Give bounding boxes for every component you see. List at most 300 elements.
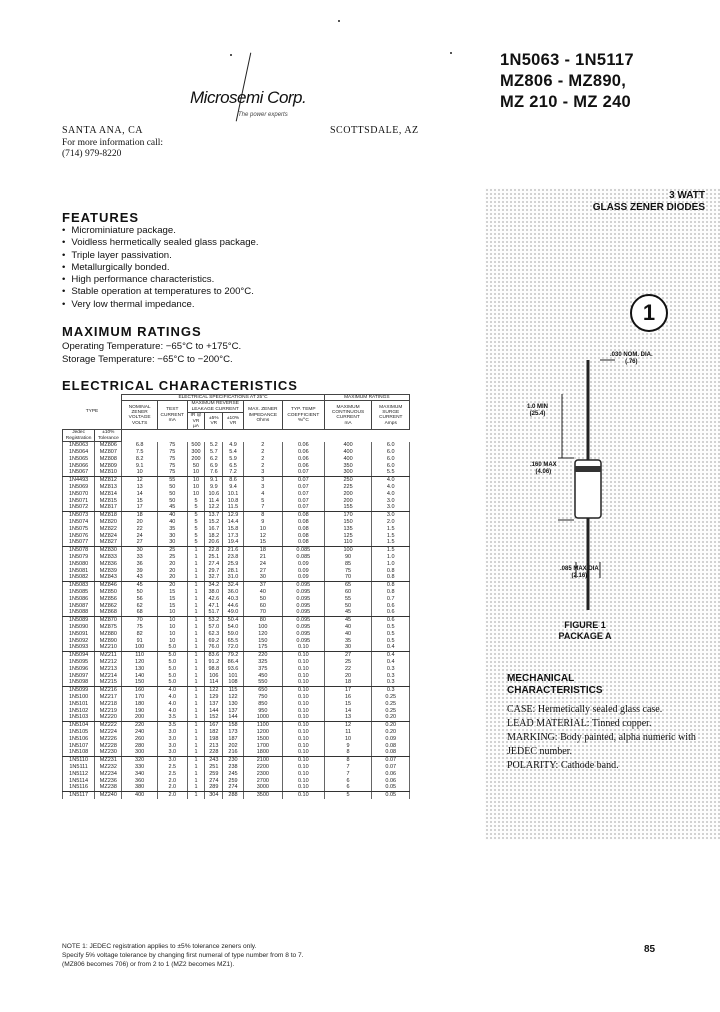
table-cell: 5.0	[157, 679, 187, 686]
table-cell: 2	[243, 463, 282, 470]
table-cell: 0.08	[283, 539, 325, 546]
table-cell: 1N5111	[63, 764, 95, 771]
col-zz: MAX. ZENER IMPEDANCE Ohms	[243, 401, 282, 430]
table-cell: 180	[122, 701, 157, 708]
table-cell: 0.06	[372, 778, 410, 785]
table-cell: 200	[324, 491, 372, 498]
table-cell: 1N5095	[63, 659, 95, 666]
table-cell: MZ232	[95, 764, 122, 771]
table-cell: 15	[324, 701, 372, 708]
table-cell: 108	[223, 679, 243, 686]
table-cell: 75	[122, 624, 157, 631]
table-cell: 32.7	[205, 574, 223, 581]
table-cell: 38.0	[205, 589, 223, 596]
table-cell: 0.095	[283, 596, 325, 603]
table-row	[63, 554, 410, 561]
table-cell: 91	[122, 638, 157, 645]
table-cell: 288	[223, 792, 243, 799]
table-cell: 45	[122, 582, 157, 589]
features-heading: FEATURES	[62, 210, 140, 225]
table-cell: MZ862	[95, 603, 122, 610]
table-cell: 12.9	[223, 512, 243, 519]
table-cell: 10	[187, 491, 205, 498]
table-cell: 5	[187, 504, 205, 511]
table-cell: 0.20	[372, 714, 410, 721]
table-cell: 200	[324, 498, 372, 505]
table-cell: 6.8	[122, 442, 157, 449]
table-row	[63, 456, 410, 463]
table-cell: 55	[324, 596, 372, 603]
table-cell: 1	[187, 743, 205, 750]
table-cell: 0.095	[283, 609, 325, 616]
table-cell: 12.2	[205, 504, 223, 511]
contact-info	[62, 138, 163, 160]
note-line: (MZ806 becomes 706) or from 2 to 1 (MZ2 becomes MZ1).	[62, 961, 235, 968]
table-cell: 0.8	[372, 568, 410, 575]
table-cell: 225	[324, 484, 372, 491]
table-cell: 7	[243, 504, 282, 511]
product-title	[495, 190, 705, 214]
table-cell: 1N5098	[63, 679, 95, 686]
table-cell: 5.5	[372, 469, 410, 476]
table-cell: 55	[157, 477, 187, 484]
table-cell: 450	[243, 673, 282, 680]
table-cell: 10.6	[205, 491, 223, 498]
table-cell: 50	[157, 484, 187, 491]
table-cell: 21	[243, 554, 282, 561]
electrical-table-body	[63, 442, 410, 799]
table-cell: 198	[205, 736, 223, 743]
table-cell: 1	[187, 666, 205, 673]
table-cell: 0.09	[283, 561, 325, 568]
mechanical-heading: MECHANICAL CHARACTERISTICS	[507, 673, 603, 696]
table-cell: 1N5107	[63, 743, 95, 750]
table-cell: 10.1	[223, 491, 243, 498]
table-cell: 0.3	[372, 679, 410, 686]
table-cell: 238	[223, 764, 243, 771]
table-cell: 9.1	[205, 477, 223, 484]
table-cell: 1N5096	[63, 666, 95, 673]
table-cell: 1N5093	[63, 644, 95, 651]
table-cell: 13.7	[205, 512, 223, 519]
table-cell: 27	[324, 652, 372, 659]
table-cell: 5.0	[157, 673, 187, 680]
table-cell: 30	[324, 644, 372, 651]
table-cell: 16	[324, 694, 372, 701]
table-cell: 101	[223, 673, 243, 680]
table-cell: 100	[324, 547, 372, 554]
table-cell: 27.4	[205, 561, 223, 568]
table-cell: 110	[324, 539, 372, 546]
table-cell: 2.0	[157, 792, 187, 799]
table-cell: 1N5091	[63, 631, 95, 638]
table-cell: 28.1	[223, 568, 243, 575]
table-cell: 53.2	[205, 617, 223, 624]
table-cell: 3.0	[157, 749, 187, 756]
company-logo: Microsemi Corp.	[190, 88, 307, 107]
table-row	[63, 652, 410, 659]
table-cell: 15	[157, 589, 187, 596]
table-cell: 0.10	[283, 652, 325, 659]
table-cell: 1N5066	[63, 463, 95, 470]
table-cell: 1	[187, 673, 205, 680]
location-scottsdale: SCOTTSDALE, AZ	[330, 125, 419, 136]
table-cell: 0.10	[283, 771, 325, 778]
table-cell: 0.10	[283, 722, 325, 729]
table-cell: MZ212	[95, 659, 122, 666]
table-cell: 0.08	[283, 526, 325, 533]
table-cell: 130	[122, 666, 157, 673]
table-cell: 14	[324, 708, 372, 715]
table-cell: 4.0	[157, 687, 187, 694]
table-cell: 1N5108	[63, 749, 95, 756]
table-cell: 0.08	[283, 519, 325, 526]
table-row	[63, 694, 410, 701]
table-cell: 380	[122, 784, 157, 791]
table-cell: 2	[243, 442, 282, 449]
table-cell: 1	[187, 644, 205, 651]
table-cell: 325	[243, 659, 282, 666]
table-cell: 1	[187, 617, 205, 624]
table-cell: MZ224	[95, 729, 122, 736]
table-cell: 280	[122, 743, 157, 750]
figure-label: FIGURE 1	[564, 620, 606, 630]
table-cell: 850	[243, 701, 282, 708]
table-cell: 32.4	[223, 582, 243, 589]
table-cell: 0.8	[372, 589, 410, 596]
table-cell: MZ240	[95, 792, 122, 799]
table-cell: 9	[243, 519, 282, 526]
table-row	[63, 484, 410, 491]
table-cell: 9.1	[122, 463, 157, 470]
table-cell: 144	[223, 714, 243, 721]
table-cell: 36.0	[223, 589, 243, 596]
table-cell: 1	[187, 792, 205, 799]
table-cell: 187	[223, 736, 243, 743]
table-cell: 15	[243, 539, 282, 546]
table-cell: 251	[205, 764, 223, 771]
table-cell: 1	[187, 554, 205, 561]
table-cell: 1N5101	[63, 701, 95, 708]
table-cell: 152	[205, 714, 223, 721]
table-cell: 15	[122, 498, 157, 505]
scan-speck	[338, 20, 340, 22]
table-row	[63, 722, 410, 729]
table-cell: 1N5081	[63, 568, 95, 575]
table-cell: 0.07	[283, 469, 325, 476]
table-cell: 31.0	[223, 574, 243, 581]
table-cell: 4.0	[157, 701, 187, 708]
figure-caption	[540, 620, 630, 642]
table-cell: 70	[243, 609, 282, 616]
table-cell: 1700	[243, 743, 282, 750]
col-leak-vr5: ±5% VR	[205, 413, 223, 430]
electrical-heading: ELECTRICAL CHARACTERISTICS	[62, 378, 298, 393]
table-cell: MZ839	[95, 568, 122, 575]
table-cell: 1	[187, 729, 205, 736]
table-cell: 1N5085	[63, 589, 95, 596]
page-number: 85	[644, 944, 656, 955]
table-cell: 1	[187, 659, 205, 666]
table-cell: 50	[157, 491, 187, 498]
table-cell: MZ812	[95, 477, 122, 484]
table-cell: 0.10	[283, 673, 325, 680]
table-cell: 24	[122, 533, 157, 540]
table-cell: MZ216	[95, 687, 122, 694]
table-cell: 6.5	[223, 463, 243, 470]
feature-item: • Metallurgically bonded.	[62, 262, 259, 274]
table-row	[63, 784, 410, 791]
table-cell: 40	[324, 631, 372, 638]
table-cell: 1	[187, 778, 205, 785]
table-cell: 1N5092	[63, 638, 95, 645]
table-row	[63, 596, 410, 603]
table-cell: MZ868	[95, 609, 122, 616]
table-cell: 125	[324, 533, 372, 540]
table-cell: 155	[324, 504, 372, 511]
table-cell: 1N5079	[63, 554, 95, 561]
table-cell: 4.0	[372, 491, 410, 498]
operating-temp: Operating Temperature: −65°C to +175°C.	[62, 341, 242, 352]
scan-speck	[450, 52, 452, 54]
table-cell: 22	[324, 666, 372, 673]
table-cell: 3	[243, 484, 282, 491]
table-cell: 0.10	[283, 644, 325, 651]
table-row	[63, 442, 410, 449]
table-cell: 158	[223, 722, 243, 729]
table-cell: 1	[187, 631, 205, 638]
table-row	[63, 679, 410, 686]
table-cell: 11	[324, 729, 372, 736]
table-cell: 1N5072	[63, 504, 95, 511]
table-cell: 75	[157, 456, 187, 463]
product-title-line: GLASS ZENER DIODES	[592, 202, 705, 213]
table-cell: 0.09	[283, 574, 325, 581]
table-cell: 13	[324, 714, 372, 721]
table-cell: 1N5075	[63, 526, 95, 533]
table-cell: MZ856	[95, 596, 122, 603]
table-cell: 9.9	[205, 484, 223, 491]
table-cell: 0.10	[283, 749, 325, 756]
table-cell: 320	[122, 757, 157, 764]
table-cell: 1N5069	[63, 484, 95, 491]
table-cell: 0.6	[372, 617, 410, 624]
table-cell: MZ230	[95, 749, 122, 756]
dim-body-diameter: .085 MAX DIA (2.16)	[560, 566, 599, 579]
table-cell: 3.0	[157, 729, 187, 736]
table-cell: 18	[122, 512, 157, 519]
table-cell: 12	[122, 477, 157, 484]
table-cell: 0.20	[372, 729, 410, 736]
table-cell: 0.07	[283, 477, 325, 484]
table-cell: 79.2	[223, 652, 243, 659]
table-cell: 2.5	[157, 764, 187, 771]
table-cell: 0.07	[283, 491, 325, 498]
table-row	[63, 449, 410, 456]
table-cell: 0.4	[372, 652, 410, 659]
table-cell: 0.095	[283, 638, 325, 645]
table-cell: 190	[122, 708, 157, 715]
dim-body-length: .160 MAX (4.06)	[530, 462, 557, 475]
table-cell: 114	[205, 679, 223, 686]
table-cell: 0.05	[372, 784, 410, 791]
table-cell: 23.8	[223, 554, 243, 561]
table-cell: 2	[243, 449, 282, 456]
table-cell: 140	[122, 673, 157, 680]
table-cell: 50	[122, 589, 157, 596]
table-cell: 1N5070	[63, 491, 95, 498]
note-line: Specify 5% voltage tolerance by changing first numeral of type number from 8 to 7.	[62, 952, 304, 959]
table-cell: 54.0	[223, 624, 243, 631]
table-cell: 75	[324, 568, 372, 575]
table-cell: 1.0	[372, 561, 410, 568]
table-cell: 40	[157, 512, 187, 519]
table-cell: 1N5100	[63, 694, 95, 701]
table-cell: 40	[243, 589, 282, 596]
table-cell: MZ217	[95, 694, 122, 701]
table-cell: 1	[187, 736, 205, 743]
electrical-table	[62, 394, 410, 799]
table-cell: 122	[223, 694, 243, 701]
table-cell: 2700	[243, 778, 282, 785]
table-cell: 120	[243, 631, 282, 638]
table-cell: MZ231	[95, 757, 122, 764]
table-cell: 0.10	[283, 757, 325, 764]
table-cell: 6.0	[372, 449, 410, 456]
table-cell: 65.5	[223, 638, 243, 645]
table-cell: MZ824	[95, 533, 122, 540]
table-row	[63, 469, 410, 476]
table-cell: 0.20	[372, 722, 410, 729]
table-cell: 500	[187, 442, 205, 449]
table-cell: 1200	[243, 729, 282, 736]
table-cell: 0.07	[283, 484, 325, 491]
table-cell: 200	[122, 714, 157, 721]
table-cell: 27	[243, 568, 282, 575]
table-cell: 0.10	[283, 701, 325, 708]
table-cell: 75	[157, 442, 187, 449]
table-cell: 182	[205, 729, 223, 736]
table-cell: 30	[157, 539, 187, 546]
dim-lead-length: 1.0 MIN (25.4)	[527, 404, 549, 417]
table-cell: 1	[187, 609, 205, 616]
table-cell: 14.4	[223, 519, 243, 526]
table-cell: 0.07	[372, 764, 410, 771]
package-label: PACKAGE A	[558, 631, 612, 641]
table-cell: 1000	[243, 714, 282, 721]
table-cell: 34.2	[205, 582, 223, 589]
table-cell: 5.0	[157, 666, 187, 673]
table-cell: 5.0	[157, 644, 187, 651]
table-cell: 10	[157, 638, 187, 645]
table-cell: 400	[324, 449, 372, 456]
table-cell: 5	[187, 498, 205, 505]
table-row	[63, 512, 410, 519]
table-cell: 1N5071	[63, 498, 95, 505]
part-number-block	[500, 50, 634, 113]
table-cell: 304	[205, 792, 223, 799]
table-cell: 65	[324, 582, 372, 589]
table-cell: 50	[324, 603, 372, 610]
table-cell: 15	[157, 603, 187, 610]
feature-item: • Triple layer passivation.	[62, 250, 259, 262]
table-cell: 3.0	[372, 498, 410, 505]
table-cell: 10	[157, 624, 187, 631]
table-cell: 220	[122, 722, 157, 729]
table-cell: 30	[157, 533, 187, 540]
table-cell: 289	[205, 784, 223, 791]
table-row	[63, 603, 410, 610]
table-row	[63, 673, 410, 680]
table-cell: 1N5097	[63, 673, 95, 680]
table-cell: MZ210	[95, 644, 122, 651]
table-row	[63, 617, 410, 624]
table-row	[63, 609, 410, 616]
table-cell: 20	[122, 519, 157, 526]
table-cell: 2.0	[157, 778, 187, 785]
table-cell: 0.6	[372, 609, 410, 616]
col-tc: TYP. TEMP COEFFICIENT %/°C	[283, 401, 325, 430]
table-cell: 0.5	[372, 631, 410, 638]
table-row	[63, 666, 410, 673]
table-cell: 24	[243, 561, 282, 568]
table-cell: 5.9	[223, 456, 243, 463]
table-cell: 8	[324, 749, 372, 756]
table-cell: 2.0	[157, 784, 187, 791]
table-cell: 200	[187, 456, 205, 463]
table-cell: 1.5	[372, 526, 410, 533]
table-cell: 1	[187, 694, 205, 701]
table-cell: 0.3	[372, 666, 410, 673]
table-cell: 56	[122, 596, 157, 603]
table-cell: 0.095	[283, 624, 325, 631]
table-cell: 25	[157, 547, 187, 554]
table-cell: 202	[223, 743, 243, 750]
table-cell: 3.5	[157, 722, 187, 729]
table-cell: 5	[187, 519, 205, 526]
table-cell: 50	[157, 498, 187, 505]
table-cell: 86.4	[223, 659, 243, 666]
table-cell: MZ815	[95, 498, 122, 505]
table-cell: 0.10	[283, 736, 325, 743]
table-cell: 0.10	[283, 694, 325, 701]
table-row	[63, 526, 410, 533]
storage-temp: Storage Temperature: −65°C to −200°C.	[62, 353, 233, 365]
table-cell: 1N5065	[63, 456, 95, 463]
table-cell: 0.10	[283, 714, 325, 721]
table-cell: 5.4	[223, 449, 243, 456]
table-cell: 1N5063	[63, 442, 95, 449]
table-cell: 150	[243, 638, 282, 645]
feature-item: • Very low thermal impedance.	[62, 299, 259, 311]
table-cell: 5.0	[157, 659, 187, 666]
table-cell: 25	[324, 659, 372, 666]
table-cell: 1	[187, 679, 205, 686]
location-santa-ana: SANTA ANA, CA	[62, 125, 143, 136]
table-row	[63, 491, 410, 498]
table-cell: 25	[157, 554, 187, 561]
table-row	[63, 519, 410, 526]
table-cell: 1N5117	[63, 792, 95, 799]
table-row	[63, 778, 410, 785]
table-cell: MZ843	[95, 574, 122, 581]
table-cell: 175	[243, 644, 282, 651]
table-cell: 150	[122, 679, 157, 686]
table-cell: MZ809	[95, 463, 122, 470]
table-cell: MZ846	[95, 582, 122, 589]
table-cell: MZ870	[95, 617, 122, 624]
table-cell: 120	[122, 659, 157, 666]
